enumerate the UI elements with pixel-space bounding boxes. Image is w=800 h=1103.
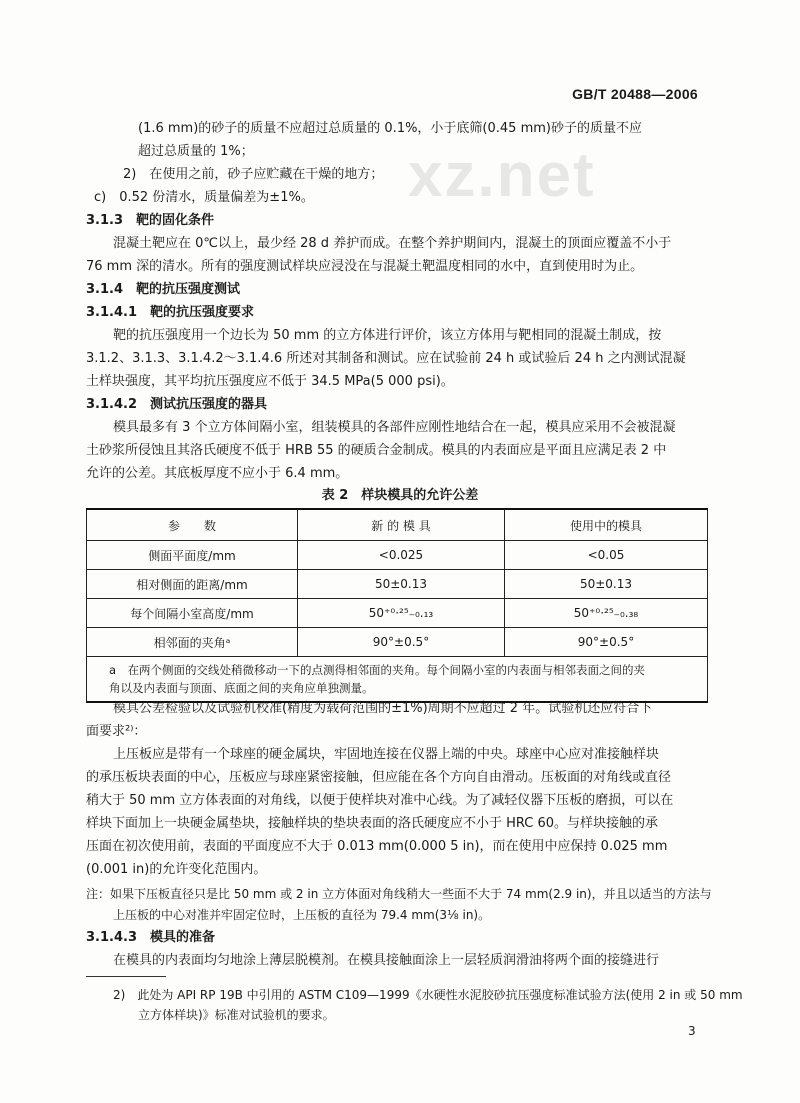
body-line: 3.1.2、3.1.3、3.1.4.2～3.1.4.6 所述对其制备和测试。应在试验前 24 h 或试验后 24 h 之内测试混凝 — [86, 351, 686, 366]
section-heading: 3.1.4.1 靶的抗压强度要求 — [86, 305, 254, 320]
body-line: 稍大于 50 mm 立方体表面的对角线，以便于使样块对准中心线。为了减轻仪器下压板的磨损，可以在 — [86, 793, 674, 808]
table-cell: 50⁺⁰·²⁵₋₀.₃₈ — [505, 599, 708, 628]
column-header: 使用中的模具 — [505, 509, 708, 541]
table-cell: 90°±0.5° — [298, 628, 505, 657]
tolerance-table — [86, 508, 708, 703]
table-row — [87, 599, 708, 628]
body-line: 在模具的内表面均匀地涂上薄层脱模剂。在模具接触面涂上一层轻质润滑油将两个面的接缝进行 — [113, 953, 660, 968]
body-line: 允许的公差。其底板厚度不应小于 6.4 mm。 — [86, 466, 349, 481]
body-line: 的承压板块表面的中心，压板应与球座紧密接触，但应能在各个方向自由滑动。压板面的对角线或直径 — [86, 770, 672, 785]
body-line: 靶的抗压强度用一个边长为 50 mm 的立方体进行评价，该立方体用与靶相同的混凝土制成，按 — [113, 328, 662, 343]
table-row — [87, 541, 708, 570]
body-line: (0.001 in)的允许变化范围内。 — [86, 862, 267, 877]
body-line: 土砂浆所侵蚀且其洛氏硬度不低于 HRB 55 的硬质合金制成。模具的内表面应是平面且应满足表 2 中 — [86, 443, 667, 458]
table-footnote-row — [87, 657, 708, 703]
table-cell: 侧面平面度/mm — [87, 541, 298, 570]
section-heading: 3.1.4 靶的抗压强度测试 — [86, 282, 241, 297]
body-line: 面要求²⁾： — [86, 724, 147, 739]
table-cell: <0.025 — [298, 541, 505, 570]
footnote-line: 在两个侧面的交线处稍微移动一下的点测得相邻面的夹角。每个间隔小室的内表面与相邻表面之间的夹 — [127, 663, 646, 677]
body-line: 样块下面加上一块硬金属垫块，接触样块的垫块表面的洛氏硬度应不小于 HRC 60。与样块接触的承 — [86, 816, 659, 831]
body-line: 模具公差检验以及试验机校准(精度为载荷范围的±1%)周期不应超过 2 年。试验机还应符合下 — [113, 701, 653, 716]
footnote-marker: a — [109, 663, 117, 677]
note-line: 注：如果下压板直径只是比 50 mm 或 2 in 立方体面对角线稍大一些面不大于 74 mm(2.9 in)，并且以适当的方法与 — [86, 887, 712, 901]
list-item: 2) 在使用之前，砂子应贮藏在干燥的地方； — [123, 167, 384, 182]
page-number: 3 — [688, 1024, 696, 1038]
page-footnote: 立方体样块)》标准对试验机的要求。 — [138, 1008, 335, 1022]
table-row — [87, 628, 708, 657]
body-line: 混凝土靶应在 0℃以上，最少经 28 d 养护而成。在整个养护期间内，混凝土的顶面应覆盖不小于 — [113, 236, 672, 251]
body-line: (1.6 mm)的砂子的质量不应超过总质量的 0.1%，小于底筛(0.45 mm)砂子的质量不应 — [138, 121, 642, 136]
standard-code: GB/T 20488—2006 — [572, 86, 698, 102]
table-row — [87, 570, 708, 599]
body-line: 土样块强度，其平均抗压强度应不低于 34.5 MPa(5 000 psi)。 — [86, 374, 454, 389]
list-item: c) 0.52 份清水，质量偏差为±1%。 — [94, 190, 314, 205]
footnote-line: 角以及内表面与顶面、底面之间的夹角应单独测量。 — [109, 681, 374, 695]
column-header: 参 数 — [87, 509, 298, 541]
table-cell: 50±0.13 — [505, 570, 708, 599]
note-line: 上压板的中心对准并牢固定位时，上压板的直径为 79.4 mm(3⅛ in)。 — [113, 908, 491, 922]
section-heading: 3.1.4.3 模具的准备 — [86, 930, 215, 945]
section-heading: 3.1.4.2 测试抗压强度的器具 — [86, 397, 267, 412]
table-cell: 相对侧面的距离/mm — [87, 570, 298, 599]
body-line: 压面在初次使用前，表面的平面度应不大于 0.013 mm(0.000 5 in)，而在使用中应保持 0.025 mm — [86, 839, 668, 854]
watermark: xz.net — [408, 141, 596, 210]
table-header-row — [87, 509, 708, 541]
column-header: 新 的 模 具 — [298, 509, 505, 541]
table-cell: 每个间隔小室高度/mm — [87, 599, 298, 628]
table-footnote — [87, 657, 708, 703]
table-cell: 90°±0.5° — [505, 628, 708, 657]
body-line: 76 mm 深的清水。所有的强度测试样块应浸没在与混凝土靶温度相同的水中，直到使用时为止。 — [86, 259, 644, 274]
table-cell: <0.05 — [505, 541, 708, 570]
body-line: 模具最多有 3 个立方体间隔小室，组装模具的各部件应刚性地结合在一起，模具应采用不会被混凝 — [113, 420, 676, 435]
table-cell: 50⁺⁰·²⁵₋₀.₁₃ — [298, 599, 505, 628]
body-line: 超过总质量的 1%； — [138, 144, 254, 159]
table-caption: 表 2 样块模具的允许公差 — [321, 488, 479, 503]
footnote-divider — [86, 976, 166, 977]
page-footnote: 2) 此处为 API RP 19B 中引用的 ASTM C109—1999《水硬性水泥胶砂抗压强度标准试验方法(使用 2 in 或 50 mm — [113, 988, 743, 1002]
section-heading: 3.1.3 靶的固化条件 — [86, 213, 215, 228]
table-cell: 50±0.13 — [298, 570, 505, 599]
table-cell: 相邻面的夹角ᵃ — [87, 628, 298, 657]
body-line: 上压板应是带有一个球座的硬金属块，牢固地连接在仪器上端的中央。球座中心应对准接触样块 — [113, 747, 660, 762]
